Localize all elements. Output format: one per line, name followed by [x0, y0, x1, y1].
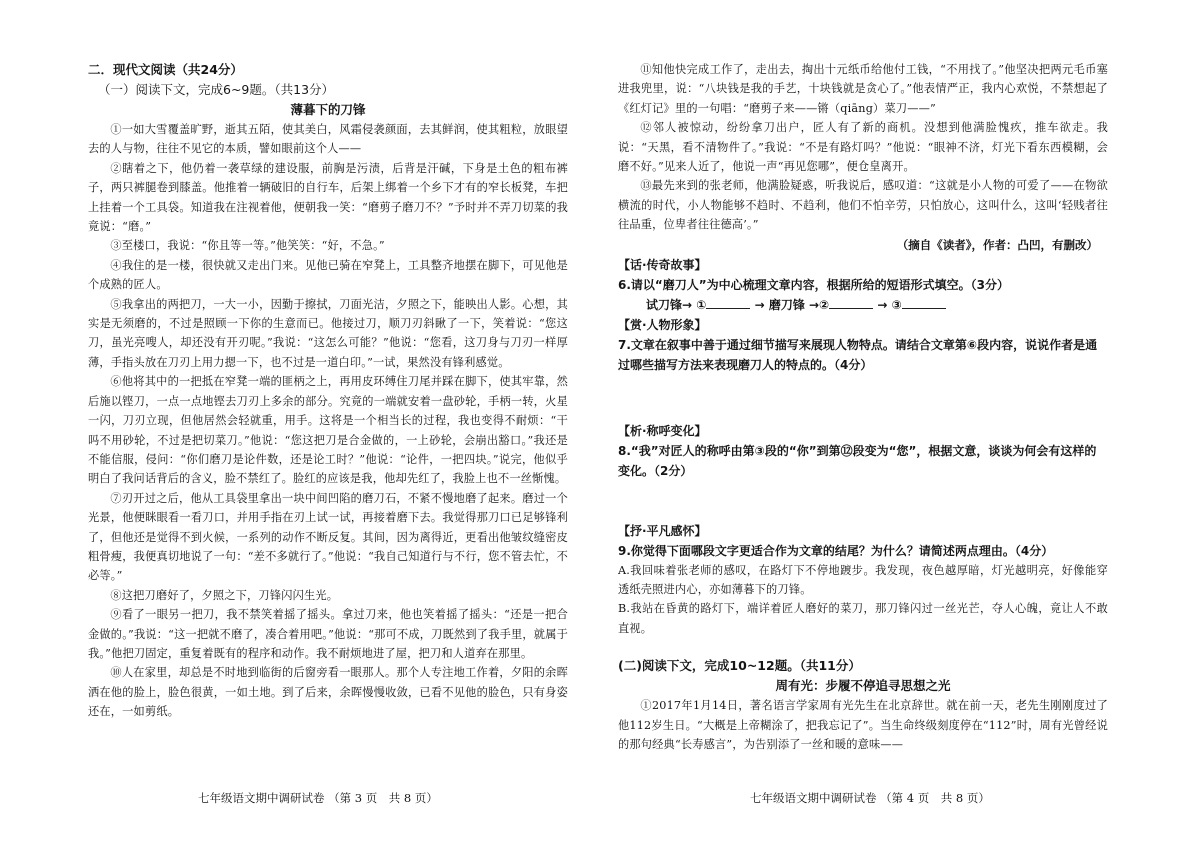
answer-space-8[interactable]	[618, 481, 1108, 521]
answer-space-7[interactable]	[618, 375, 1108, 421]
paragraph-5: ⑤我拿出的两把刀，一大一小，因勤于擦拭，刀面光洁，夕照之下，能映出人影。心想，其实是无须磨的，不过是照顾一下你的生意而已。他接过刀，顺刀刃斜瞅了一下，笑着说：“您这刀，虽光亮嗖人，却还没有开刃呢。”我说：“这怎么可能？”他说：“您看，这刀身与刀刃一样厚薄，手指头放在刀刃上用力摁一下，也不过是一道白印。”一试，果然没有锋利感觉。	[88, 297, 568, 369]
page-footer-right: 七年级语文期中调研试卷 （第 4 页 共 8 页）	[750, 791, 990, 805]
answer-blank-2[interactable]	[829, 296, 873, 309]
paragraph-10: ⑩人在家里，却总是不时地到临街的后窗旁看一眼那人。那个人专注地工作着，夕阳的余晖洒在他的脸上，脸色很黄，一如土地。到了后来，余晖慢慢收敛，已看不见他的脸色，只有身姿还在，一如剪纸。	[88, 666, 568, 719]
question-8-tag: 【析·称呼变化】	[618, 423, 707, 438]
question-6: 6.请以“磨刀人”为中心梳理文章内容，根据所给的短语形式填空。（3分）	[618, 277, 1010, 292]
paragraph-11: ⑪知他快完成工作了，走出去，掏出十元纸币给他付工钱，“不用找了。”他坚决把两元毛币塞进我兜里，说：“八块钱是我的手艺，十块钱就是贪心了。”他表情严正，我内心欢悦，不禁想起了《红灯记》里的一句唱：“磨剪子来——锵（qiāng）菜刀——”	[618, 63, 1108, 115]
paragraph-13: ⑬最先来到的张老师，他满脸疑惑，听我说后，感叹道：“这就是小人物的可爱了——在物欲横流的时代，小人物能够不趋时、不趋利，他们不怕辛劳，只怕放心，这叫什么，这叫‘轻贱者往往品重，位卑者往往德高’。”	[618, 179, 1108, 232]
question-9: 9.你觉得下面哪段文字更适合作为文章的结尾？为什么？请简述两点理由。（4分）	[618, 543, 1054, 558]
question-6-tag: 【话·传奇故事】	[618, 257, 707, 272]
answer-blank-1[interactable]	[706, 296, 750, 309]
question-6-flow	[618, 295, 1108, 315]
left-page	[88, 60, 568, 800]
paragraph-3: ③至楼口，我说：“你且等一等。”他笑笑：“好，不急。”	[110, 239, 385, 253]
paragraph-7: ⑦刃开过之后，他从工具袋里拿出一块中间凹陷的磨刀石，不紧不慢地磨了起来。磨过一个光景，他便眯眼看一看刀口，并用手指在刃上试一试，再接着磨下去。我觉得那刀口已足够锋利了，但他还是觉得不到火候，一系列的动作不断反复。其间，因为离得近，更看出他皱纹缝密皮粗骨瘦，我便真切地说了一句：“差不多就行了。”他说：“我自己知道行与不行，您不管去忙，不必等。”	[88, 491, 568, 583]
option-a: A.我回味着张老师的感叹，在路灯下不停地踱步。我发现，夜色越厚暗，灯光越明亮，好像能穿透纸壳照进内心，亦如薄暮下的刀锋。	[618, 563, 1108, 597]
section-heading: 二．现代文阅读（共24分）	[88, 62, 243, 77]
paragraph-9: ⑨看了一眼另一把刀，我不禁笑着摇了摇头。拿过刀来，他也笑着摇了摇头：“还是一把合金做的。”我说：“这一把就不磨了，凑合着用吧。”他说：“那可不成，刀既然到了我手里，就属于我。”他把刀固定，重复着既有的程序和动作。我不耐烦地进了屋，把刀和人道弃在那里。	[88, 608, 568, 660]
flow-mid2: → ③	[877, 297, 902, 312]
answer-space-9[interactable]	[618, 638, 1108, 656]
paragraph-2: ②瞎着之下，他仍着一袭草绿的建设服，前胸是污渍，后背是汗碱，下身是土色的粗布裤子，两只裤腿卷到膝盖。他推着一辆破旧的自行车，后架上绑着一个乡下才有的窄长板凳，车把上挂着一个工具袋。知道我在注视着他，便朝我一笑：“磨剪子磨刀不？”予时并不弄刀切菜的我竟说：“磨。”	[88, 161, 568, 234]
section-2-heading: (二)阅读下文，完成10~12题。（共11分）	[618, 658, 861, 674]
question-7: 7.文章在叙事中善于通过细节描写来展现人物特点。请结合文章第⑥段内容，说说作者是通过哪些描写方法来表现磨刀人的特点的。（4分）	[618, 337, 1098, 372]
section-2-title: 周有光：步履不停追寻思想之光	[775, 678, 951, 694]
flow-mid1: → 磨刀锋 →②	[754, 297, 830, 312]
sub-heading: （一）阅读下文，完成6~9题。（共13分）	[98, 82, 335, 97]
question-9-tag: 【抒·平凡感怀】	[618, 523, 707, 538]
page-footer-left: 七年级语文期中调研试卷 （第 3 页 共 8 页）	[198, 791, 438, 805]
option-b: B.我站在昏黄的路灯下，端详着匠人磨好的菜刀，那刀锋闪过一丝光芒，夺人心魄，竟让人不敢直视。	[618, 602, 1108, 635]
paragraph-6: ⑥他将其中的一把抵在窄凳一端的匪柄之上，再用皮环缚住刀尾并踩在脚下，使其牢靠，然后施以铿刀，一点一点地铿去刀刃上多余的部分。究竟的一端就安着一盘砂轮，手柄一转，火星一闪，刀刃立现，但他居然会轻就重，用手。这将是一个相当长的过程，我也变得不耐烦：“干吗不用砂轮，不过是把切菜刀。”他说：“您这把刀是合金做的，一上砂轮，会崩出豁口。”我还是不能信服，侵问：“你们磨刀是论件数，还是论工时？”他说：“论件，一把四块。”说完，他似乎明白了我问话背后的含义，脸不禁红了。脸红的应该是我，他却先红了，我脸上也不一丝惭愧。	[88, 375, 568, 486]
question-7-tag: 【赏·人物形象】	[618, 317, 707, 332]
right-page	[618, 60, 1108, 800]
paragraph-1: ①一如大雪覆盖旷野，逝其五陌，使其美白，风霜侵袭颜面，去其鲜润，使其粗粒，放眼望去的人与物，往往不见它的本质，譬如眼前这个人——	[88, 123, 568, 156]
question-8: 8.“我”对匠人的称呼由第③段的“你”到第⑫段变为“您”，根据文意，谈谈为何会有这样的变化。（2分）	[618, 443, 1097, 478]
flow-start: 试刀锋→ ①	[646, 297, 707, 312]
paragraph-8: ⑧这把刀磨好了，夕照之下，刀锋闪闪生光。	[110, 588, 339, 602]
section-2-paragraph-1: ①2017年1月14日，著名语言学家周有光先生在北京辞世。就在前一天，老先生刚刚度过了他112岁生日。“大概是上帝糊涂了，把我忘记了”。当生命终级刻度停在“112”时，周有光曾经说的那句经典“长寿感言”，为告别添了一丝和暖的意味——	[618, 699, 1108, 752]
paragraph-4: ④我住的是一楼，很快就又走出门来。见他已骑在窄凳上，工具整齐地摆在脚下，可见他是个成熟的匠人。	[88, 258, 568, 292]
source-note: （摘自《读者》，作者：凸凹，有删改）	[896, 237, 1098, 252]
passage-title: 薄暮下的刀锋	[290, 102, 366, 117]
answer-blank-3[interactable]	[902, 296, 946, 309]
paragraph-12: ⑫邻人被惊动，纷纷拿刀出户，匠人有了新的商机。没想到他满脸愧疚，推车欲走。我说：“天黑，看不清物件了。”我说：“不是有路灯吗？”他说：“眼神不济，灯光下看东西模糊，会磨不好。”见来人近了，他说一声“再见您哪”，便仓皇离开。	[618, 121, 1108, 174]
